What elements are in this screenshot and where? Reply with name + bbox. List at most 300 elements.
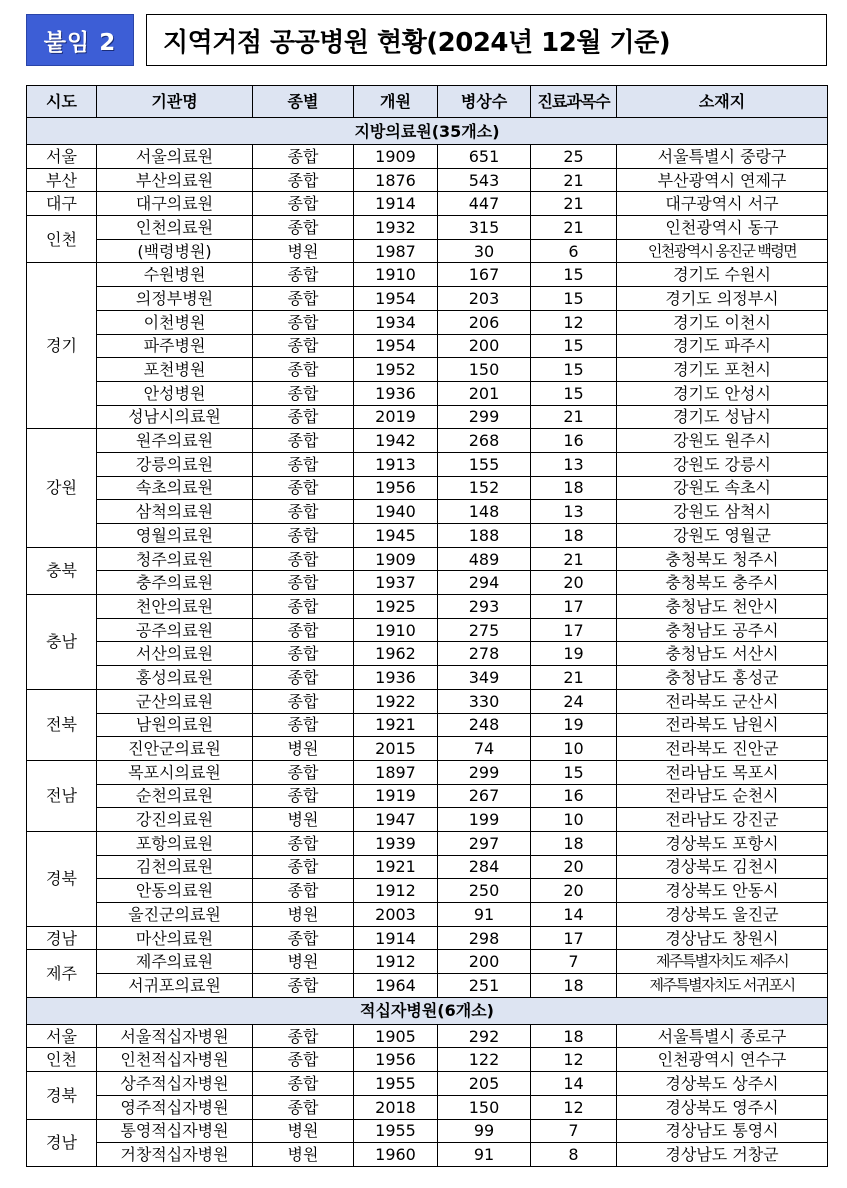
type-cell: 종합 [253,192,354,216]
location-cell: 충청북도 충주시 [617,571,828,595]
institution-cell: 인천의료원 [97,216,253,240]
institution-cell: 상주적십자병원 [97,1072,253,1096]
beds-cell: 268 [438,429,531,453]
departments-cell: 20 [531,855,617,879]
region-cell: 인천 [27,1048,97,1072]
location-cell: 경상북도 울진군 [617,903,828,927]
column-header: 병상수 [438,86,531,118]
table-row [27,429,828,453]
location-cell: 경상남도 통영시 [617,1119,828,1143]
section-header-row [27,997,828,1024]
beds-cell: 91 [438,903,531,927]
table-row [27,1143,828,1167]
location-cell: 제주특별자치도 제주시 [617,950,828,974]
beds-cell: 299 [438,760,531,784]
opened-cell: 1956 [354,476,438,500]
institution-cell: 순천의료원 [97,784,253,808]
institution-cell: 안동의료원 [97,879,253,903]
beds-cell: 447 [438,192,531,216]
type-cell: 종합 [253,358,354,382]
table-row [27,145,828,169]
type-cell: 병원 [253,808,354,832]
type-cell: 종합 [253,1024,354,1048]
beds-cell: 203 [438,287,531,311]
location-cell: 경기도 수원시 [617,263,828,287]
type-cell: 종합 [253,429,354,453]
institution-cell: 공주의료원 [97,618,253,642]
beds-cell: 651 [438,145,531,169]
region-cell: 제주 [27,950,97,997]
table-body [27,118,828,1167]
table-row [27,334,828,358]
table-row [27,500,828,524]
table-row [27,595,828,619]
table-row [27,1072,828,1096]
table-row [27,784,828,808]
institution-cell: 충주의료원 [97,571,253,595]
beds-cell: 152 [438,476,531,500]
opened-cell: 1952 [354,358,438,382]
institution-cell: 서울의료원 [97,145,253,169]
beds-cell: 167 [438,263,531,287]
type-cell: 종합 [253,1072,354,1096]
location-cell: 강원도 영월군 [617,524,828,548]
institution-cell: 포항의료원 [97,831,253,855]
institution-cell: 안성병원 [97,381,253,405]
beds-cell: 297 [438,831,531,855]
institution-cell: 서귀포의료원 [97,974,253,998]
departments-cell: 16 [531,429,617,453]
type-cell: 종합 [253,310,354,334]
hospital-table [26,85,828,1167]
type-cell: 종합 [253,713,354,737]
beds-cell: 299 [438,405,531,429]
column-header: 기관명 [97,86,253,118]
institution-cell: (백령병원) [97,239,253,263]
type-cell: 종합 [253,974,354,998]
type-cell: 병원 [253,1143,354,1167]
beds-cell: 200 [438,334,531,358]
table-row [27,358,828,382]
location-cell: 제주특별자치도 서귀포시 [617,974,828,998]
institution-cell: 강릉의료원 [97,452,253,476]
type-cell: 종합 [253,476,354,500]
opened-cell: 1912 [354,950,438,974]
table-row [27,831,828,855]
beds-cell: 148 [438,500,531,524]
departments-cell: 15 [531,334,617,358]
opened-cell: 1947 [354,808,438,832]
beds-cell: 275 [438,618,531,642]
type-cell: 병원 [253,239,354,263]
departments-cell: 15 [531,760,617,784]
region-cell: 경북 [27,831,97,926]
beds-cell: 251 [438,974,531,998]
region-cell: 서울 [27,145,97,169]
institution-cell: 천안의료원 [97,595,253,619]
institution-cell: 의정부병원 [97,287,253,311]
location-cell: 충청남도 서산시 [617,642,828,666]
institution-cell: 영주적십자병원 [97,1095,253,1119]
beds-cell: 200 [438,950,531,974]
type-cell: 종합 [253,168,354,192]
location-cell: 전라남도 강진군 [617,808,828,832]
table-row [27,737,828,761]
beds-cell: 330 [438,689,531,713]
table-row [27,1024,828,1048]
departments-cell: 7 [531,1119,617,1143]
table-row [27,263,828,287]
region-cell: 강원 [27,429,97,547]
opened-cell: 1936 [354,666,438,690]
section-title: 적십자병원(6개소) [27,997,828,1024]
institution-cell: 제주의료원 [97,950,253,974]
departments-cell: 21 [531,216,617,240]
column-header: 개원 [354,86,438,118]
institution-cell: 청주의료원 [97,547,253,571]
beds-cell: 298 [438,926,531,950]
column-header: 진료과목수 [531,86,617,118]
location-cell: 경기도 이천시 [617,310,828,334]
departments-cell: 10 [531,737,617,761]
region-cell: 전남 [27,760,97,831]
table-row [27,571,828,595]
type-cell: 종합 [253,381,354,405]
departments-cell: 14 [531,1072,617,1096]
beds-cell: 293 [438,595,531,619]
opened-cell: 1922 [354,689,438,713]
departments-cell: 17 [531,618,617,642]
location-cell: 전라북도 남원시 [617,713,828,737]
departments-cell: 24 [531,689,617,713]
institution-cell: 서울적십자병원 [97,1024,253,1048]
institution-cell: 거창적십자병원 [97,1143,253,1167]
region-cell: 경남 [27,1119,97,1166]
location-cell: 경상북도 김천시 [617,855,828,879]
opened-cell: 1912 [354,879,438,903]
table-row [27,974,828,998]
institution-cell: 수원병원 [97,263,253,287]
departments-cell: 25 [531,145,617,169]
table-row [27,192,828,216]
opened-cell: 1937 [354,571,438,595]
departments-cell: 15 [531,381,617,405]
departments-cell: 21 [531,405,617,429]
location-cell: 서울특별시 중랑구 [617,145,828,169]
location-cell: 충청북도 청주시 [617,547,828,571]
location-cell: 강원도 강릉시 [617,452,828,476]
departments-cell: 14 [531,903,617,927]
opened-cell: 1910 [354,263,438,287]
table-row [27,1048,828,1072]
institution-cell: 홍성의료원 [97,666,253,690]
beds-cell: 74 [438,737,531,761]
institution-cell: 군산의료원 [97,689,253,713]
location-cell: 전라북도 진안군 [617,737,828,761]
beds-cell: 155 [438,452,531,476]
departments-cell: 15 [531,358,617,382]
location-cell: 강원도 삼척시 [617,500,828,524]
departments-cell: 7 [531,950,617,974]
beds-cell: 199 [438,808,531,832]
departments-cell: 15 [531,287,617,311]
beds-cell: 250 [438,879,531,903]
departments-cell: 21 [531,666,617,690]
table-row [27,903,828,927]
location-cell: 경기도 성남시 [617,405,828,429]
departments-cell: 17 [531,926,617,950]
type-cell: 종합 [253,263,354,287]
opened-cell: 1909 [354,145,438,169]
institution-cell: 인천적십자병원 [97,1048,253,1072]
location-cell: 경상북도 상주시 [617,1072,828,1096]
table-row [27,666,828,690]
location-cell: 경기도 의정부시 [617,287,828,311]
beds-cell: 267 [438,784,531,808]
region-cell: 경북 [27,1072,97,1119]
column-header: 소재지 [617,86,828,118]
table-row [27,1119,828,1143]
institution-cell: 이천병원 [97,310,253,334]
region-cell: 서울 [27,1024,97,1048]
beds-cell: 543 [438,168,531,192]
institution-cell: 원주의료원 [97,429,253,453]
type-cell: 종합 [253,595,354,619]
table-row [27,287,828,311]
opened-cell: 1939 [354,831,438,855]
departments-cell: 15 [531,263,617,287]
opened-cell: 1955 [354,1072,438,1096]
location-cell: 충청남도 공주시 [617,618,828,642]
beds-cell: 150 [438,1095,531,1119]
location-cell: 인천광역시 옹진군 백령면 [617,239,828,263]
type-cell: 종합 [253,405,354,429]
location-cell: 경기도 포천시 [617,358,828,382]
opened-cell: 1876 [354,168,438,192]
beds-cell: 292 [438,1024,531,1048]
beds-cell: 122 [438,1048,531,1072]
beds-cell: 30 [438,239,531,263]
location-cell: 강원도 속초시 [617,476,828,500]
beds-cell: 99 [438,1119,531,1143]
opened-cell: 1897 [354,760,438,784]
location-cell: 경상남도 거창군 [617,1143,828,1167]
location-cell: 전라남도 순천시 [617,784,828,808]
table-row [27,381,828,405]
type-cell: 종합 [253,1048,354,1072]
beds-cell: 201 [438,381,531,405]
type-cell: 종합 [253,879,354,903]
location-cell: 대구광역시 서구 [617,192,828,216]
opened-cell: 1934 [354,310,438,334]
location-cell: 서울특별시 종로구 [617,1024,828,1048]
departments-cell: 12 [531,1048,617,1072]
opened-cell: 1940 [354,500,438,524]
location-cell: 강원도 원주시 [617,429,828,453]
institution-cell: 강진의료원 [97,808,253,832]
location-cell: 경상남도 창원시 [617,926,828,950]
opened-cell: 2003 [354,903,438,927]
type-cell: 종합 [253,452,354,476]
type-cell: 종합 [253,334,354,358]
type-cell: 종합 [253,216,354,240]
opened-cell: 1964 [354,974,438,998]
departments-cell: 8 [531,1143,617,1167]
type-cell: 종합 [253,145,354,169]
attachment-badge: 붙임 2 [26,14,134,66]
opened-cell: 1909 [354,547,438,571]
table-row [27,689,828,713]
document-header [26,14,827,66]
opened-cell: 1905 [354,1024,438,1048]
departments-cell: 20 [531,571,617,595]
opened-cell: 2019 [354,405,438,429]
institution-cell: 삼척의료원 [97,500,253,524]
beds-cell: 489 [438,547,531,571]
opened-cell: 1921 [354,713,438,737]
beds-cell: 188 [438,524,531,548]
departments-cell: 21 [531,168,617,192]
departments-cell: 21 [531,547,617,571]
opened-cell: 1960 [354,1143,438,1167]
opened-cell: 1914 [354,926,438,950]
opened-cell: 2015 [354,737,438,761]
beds-cell: 205 [438,1072,531,1096]
location-cell: 경기도 안성시 [617,381,828,405]
type-cell: 병원 [253,737,354,761]
institution-cell: 부산의료원 [97,168,253,192]
departments-cell: 19 [531,642,617,666]
table-row [27,405,828,429]
beds-cell: 278 [438,642,531,666]
opened-cell: 1955 [354,1119,438,1143]
type-cell: 병원 [253,950,354,974]
table-row [27,239,828,263]
region-cell: 충북 [27,547,97,594]
opened-cell: 1936 [354,381,438,405]
table-row [27,168,828,192]
institution-cell: 영월의료원 [97,524,253,548]
beds-cell: 150 [438,358,531,382]
opened-cell: 1954 [354,334,438,358]
type-cell: 종합 [253,618,354,642]
departments-cell: 18 [531,1024,617,1048]
table-row [27,216,828,240]
column-header: 시도 [27,86,97,118]
opened-cell: 1962 [354,642,438,666]
opened-cell: 1942 [354,429,438,453]
table-header-row [27,86,828,118]
beds-cell: 206 [438,310,531,334]
institution-cell: 대구의료원 [97,192,253,216]
type-cell: 종합 [253,689,354,713]
column-header: 종별 [253,86,354,118]
institution-cell: 남원의료원 [97,713,253,737]
departments-cell: 18 [531,524,617,548]
departments-cell: 12 [531,310,617,334]
table-row [27,1095,828,1119]
institution-cell: 서산의료원 [97,642,253,666]
type-cell: 병원 [253,903,354,927]
table-row [27,547,828,571]
location-cell: 충청남도 홍성군 [617,666,828,690]
institution-cell: 파주병원 [97,334,253,358]
table-row [27,476,828,500]
region-cell: 경기 [27,263,97,429]
institution-cell: 마산의료원 [97,926,253,950]
opened-cell: 1945 [354,524,438,548]
opened-cell: 1925 [354,595,438,619]
type-cell: 종합 [253,571,354,595]
type-cell: 종합 [253,831,354,855]
institution-cell: 성남시의료원 [97,405,253,429]
departments-cell: 6 [531,239,617,263]
table-row [27,642,828,666]
location-cell: 충청남도 천안시 [617,595,828,619]
table-row [27,524,828,548]
location-cell: 인천광역시 연수구 [617,1048,828,1072]
institution-cell: 속초의료원 [97,476,253,500]
departments-cell: 12 [531,1095,617,1119]
beds-cell: 284 [438,855,531,879]
location-cell: 인천광역시 동구 [617,216,828,240]
type-cell: 종합 [253,500,354,524]
document-title: 지역거점 공공병원 현황(2024년 12월 기준) [146,14,827,66]
departments-cell: 13 [531,500,617,524]
departments-cell: 20 [531,879,617,903]
table-row [27,808,828,832]
location-cell: 부산광역시 연제구 [617,168,828,192]
departments-cell: 16 [531,784,617,808]
section-header-row [27,118,828,145]
table-row [27,879,828,903]
table-row [27,950,828,974]
beds-cell: 349 [438,666,531,690]
opened-cell: 1910 [354,618,438,642]
table-row [27,618,828,642]
type-cell: 종합 [253,524,354,548]
institution-cell: 김천의료원 [97,855,253,879]
type-cell: 종합 [253,760,354,784]
departments-cell: 18 [531,974,617,998]
location-cell: 전라북도 군산시 [617,689,828,713]
type-cell: 종합 [253,926,354,950]
type-cell: 종합 [253,784,354,808]
opened-cell: 2018 [354,1095,438,1119]
region-cell: 부산 [27,168,97,192]
table-row [27,855,828,879]
table-row [27,452,828,476]
opened-cell: 1913 [354,452,438,476]
type-cell: 종합 [253,1095,354,1119]
location-cell: 경상북도 포항시 [617,831,828,855]
beds-cell: 294 [438,571,531,595]
region-cell: 대구 [27,192,97,216]
departments-cell: 17 [531,595,617,619]
type-cell: 종합 [253,547,354,571]
opened-cell: 1932 [354,216,438,240]
opened-cell: 1914 [354,192,438,216]
opened-cell: 1956 [354,1048,438,1072]
departments-cell: 10 [531,808,617,832]
institution-cell: 포천병원 [97,358,253,382]
type-cell: 종합 [253,287,354,311]
opened-cell: 1987 [354,239,438,263]
opened-cell: 1921 [354,855,438,879]
opened-cell: 1919 [354,784,438,808]
beds-cell: 248 [438,713,531,737]
table-row [27,760,828,784]
